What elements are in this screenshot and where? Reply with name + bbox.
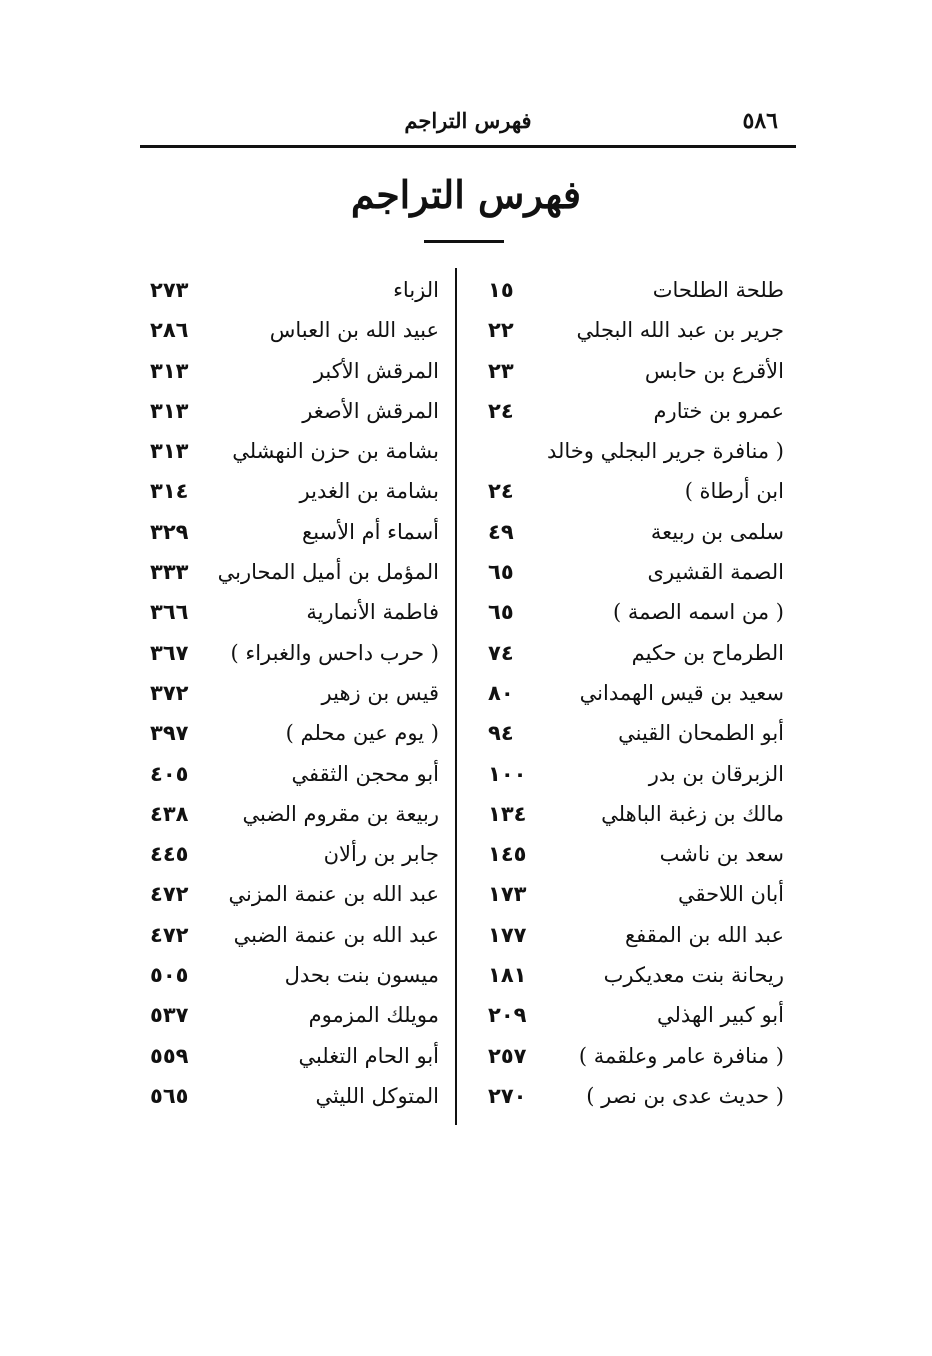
entry-page-number: ٨٠: [488, 680, 514, 705]
entry-name: عبيد الله بن العباس: [269, 318, 439, 343]
entry-page-number: ٢٧٠: [488, 1083, 527, 1108]
index-entry: [478, 594, 790, 634]
entry-page-number: ٢٢: [488, 318, 514, 343]
index-entry: [478, 836, 790, 876]
index-entry: [140, 272, 445, 312]
entry-page-number: ٣٦٦: [150, 600, 189, 625]
entry-page-number: ٦٥: [488, 600, 514, 625]
index-entry: [140, 514, 445, 554]
entry-page-number: ٤٣٨: [150, 801, 189, 826]
index-entry: [140, 1038, 445, 1078]
entry-name: ( حرب داحس والغبراء ): [230, 640, 439, 665]
entry-page-number: ٢٨٦: [150, 318, 189, 343]
entry-name: الزباء: [393, 278, 439, 302]
index-entry: [478, 1078, 790, 1118]
entry-name: سعد بن ناشب: [659, 842, 784, 867]
page-number: ٥٨٦: [742, 108, 778, 134]
index-entry: [140, 393, 445, 433]
entry-page-number: ٣٢٩: [150, 519, 189, 544]
entry-page-number: ٥٥٩: [150, 1043, 189, 1068]
entry-name: عمرو بن ختارم: [653, 398, 784, 423]
entry-page-number: ٢٣: [488, 358, 514, 383]
index-entry: [478, 433, 790, 473]
entry-name: جابر بن رألان: [323, 842, 439, 867]
index-entry: [478, 917, 790, 957]
entry-page-number: ٤٩: [488, 519, 514, 544]
entry-name: الزبرقان بن بدر: [648, 761, 784, 786]
header-rule: [140, 145, 796, 148]
entry-page-number: ٣١٣: [150, 439, 189, 464]
index-entry: [478, 1038, 790, 1078]
entry-page-number: ٣٩٧: [150, 721, 189, 746]
entry-page-number: ٣١٣: [150, 398, 189, 423]
entry-page-number: ٤٠٥: [150, 761, 189, 786]
entry-name: المتوكل الليثي: [315, 1083, 439, 1108]
index-entry: [478, 353, 790, 393]
entry-name: ربيعة بن مقروم الضبي: [242, 801, 439, 826]
entry-page-number: ٣٣٣: [150, 560, 189, 585]
entry-name: ميسون بنت بحدل: [284, 963, 439, 988]
index-entry: [140, 997, 445, 1037]
entry-name: سعيد بن قيس الهمداني: [579, 680, 784, 705]
index-entry: [140, 675, 445, 715]
entry-name: أسماء أم الأسبع: [302, 519, 439, 544]
entry-page-number: ٥٠٥: [150, 963, 189, 988]
index-entry: [478, 312, 790, 352]
entry-page-number: ٦٥: [488, 560, 514, 585]
entry-page-number: ١٧٧: [488, 922, 527, 947]
entry-name: الصمة القشيرى: [647, 560, 784, 585]
entry-page-number: ٣٧٢: [150, 680, 189, 705]
index-entry: [140, 594, 445, 634]
index-entry: [478, 957, 790, 997]
index-entry: [140, 917, 445, 957]
entry-page-number: ٤٧٢: [150, 922, 189, 947]
column-divider: [455, 268, 457, 1125]
index-entry: [140, 796, 445, 836]
index-entry: [140, 312, 445, 352]
index-entry: [140, 715, 445, 755]
entry-name: ابن أرطاة ): [684, 479, 784, 504]
entry-page-number: ١٥: [488, 278, 514, 302]
entry-page-number: ١٧٣: [488, 882, 527, 907]
index-entry: [140, 473, 445, 513]
entry-name: سلمى بن ربيعة: [650, 519, 784, 544]
entry-name: المرقش الأكبر: [313, 358, 439, 383]
index-entry: [478, 675, 790, 715]
index-entry: [478, 635, 790, 675]
index-entry: [140, 635, 445, 675]
page-title: فهرس التراجم: [350, 172, 582, 217]
index-entry: [140, 756, 445, 796]
entry-page-number: ٩٤: [488, 721, 514, 746]
index-entry: [478, 554, 790, 594]
entry-page-number: ٤٧٢: [150, 882, 189, 907]
index-column-right: [478, 272, 790, 1118]
index-entry: [478, 876, 790, 916]
entry-name: أبو كبير الهذلي: [657, 1003, 784, 1028]
entry-page-number: ١٣٤: [488, 801, 527, 826]
entry-name: مويلك المزموم: [308, 1003, 439, 1028]
index-entry: [478, 272, 790, 312]
entry-page-number: ٢٤: [488, 398, 514, 423]
index-entry: [478, 393, 790, 433]
index-entry: [140, 433, 445, 473]
index-entry: [478, 756, 790, 796]
index-entry: [140, 836, 445, 876]
entry-name: أبو محجن الثقفي: [291, 761, 439, 786]
entry-page-number: ٢٧٣: [150, 278, 189, 302]
entry-name: بشامة بن الغدير: [299, 479, 439, 504]
entry-name: ( يوم عين محلم ): [285, 721, 439, 746]
entry-name: ( من اسمه الصمة ): [613, 600, 784, 625]
entry-page-number: ٢٠٩: [488, 1003, 527, 1028]
index-entry: [140, 957, 445, 997]
index-entry: [140, 554, 445, 594]
index-entry: [478, 997, 790, 1037]
entry-name: عبد الله بن المقفع: [625, 922, 784, 947]
entry-name: أبو الطمحان القيني: [618, 721, 784, 746]
page-header: [140, 104, 796, 144]
title-rule: [424, 240, 504, 243]
entry-name: طلحة الطلحات: [652, 278, 784, 302]
entry-name: فاطمة الأنمارية: [306, 600, 439, 625]
index-entry: [478, 514, 790, 554]
entry-page-number: ٢٤: [488, 479, 514, 504]
entry-name: عبد الله بن عنمة المزني: [228, 882, 439, 907]
index-entry: [478, 796, 790, 836]
index-entry: [140, 876, 445, 916]
entry-name: الطرماح بن حكيم: [631, 640, 784, 665]
entry-page-number: ١٠٠: [488, 761, 527, 786]
entry-page-number: ٧٤: [488, 640, 514, 665]
entry-name: ( منافرة جرير البجلي وخالد: [546, 439, 784, 464]
entry-name: ( منافرة عامر وعلقمة ): [578, 1043, 784, 1068]
index-entry: [478, 473, 790, 513]
entry-page-number: ٣٦٧: [150, 640, 189, 665]
entry-name: المؤمل بن أميل المحاربي: [217, 560, 439, 585]
index-entry: [140, 1078, 445, 1118]
entry-name: جرير بن عبد الله البجلي: [576, 318, 784, 343]
entry-page-number: ٣١٣: [150, 358, 189, 383]
entry-page-number: ١٤٥: [488, 842, 527, 867]
entry-name: المرقش الأصغر: [302, 398, 439, 423]
entry-page-number: ١٨١: [488, 963, 527, 988]
entry-name: ريحانة بنت معديكرب: [603, 963, 784, 988]
entry-page-number: ٣١٤: [150, 479, 189, 504]
entry-name: ( حديث عدى بن نصر ): [586, 1083, 784, 1108]
entry-name: قيس بن زهير: [321, 680, 439, 705]
entry-name: مالك بن زغبة الباهلي: [601, 801, 784, 826]
index-column-left: [140, 272, 445, 1118]
entry-name: الأقرع بن حابس: [644, 358, 784, 383]
entry-page-number: ٢٥٧: [488, 1043, 527, 1068]
entry-name: أبان اللاحقي: [677, 882, 784, 907]
entry-name: بشامة بن حزن النهشلي: [232, 439, 439, 464]
index-entry: [140, 353, 445, 393]
entry-page-number: ٥٣٧: [150, 1003, 189, 1028]
running-title: فهرس التراجم: [404, 108, 532, 133]
index-entry: [478, 715, 790, 755]
entry-page-number: ٤٤٥: [150, 842, 189, 867]
entry-name: عبد الله بن عنمة الضبي: [233, 922, 439, 947]
entry-page-number: ٥٦٥: [150, 1083, 189, 1108]
entry-name: أبو الحام التغلبي: [298, 1043, 439, 1068]
